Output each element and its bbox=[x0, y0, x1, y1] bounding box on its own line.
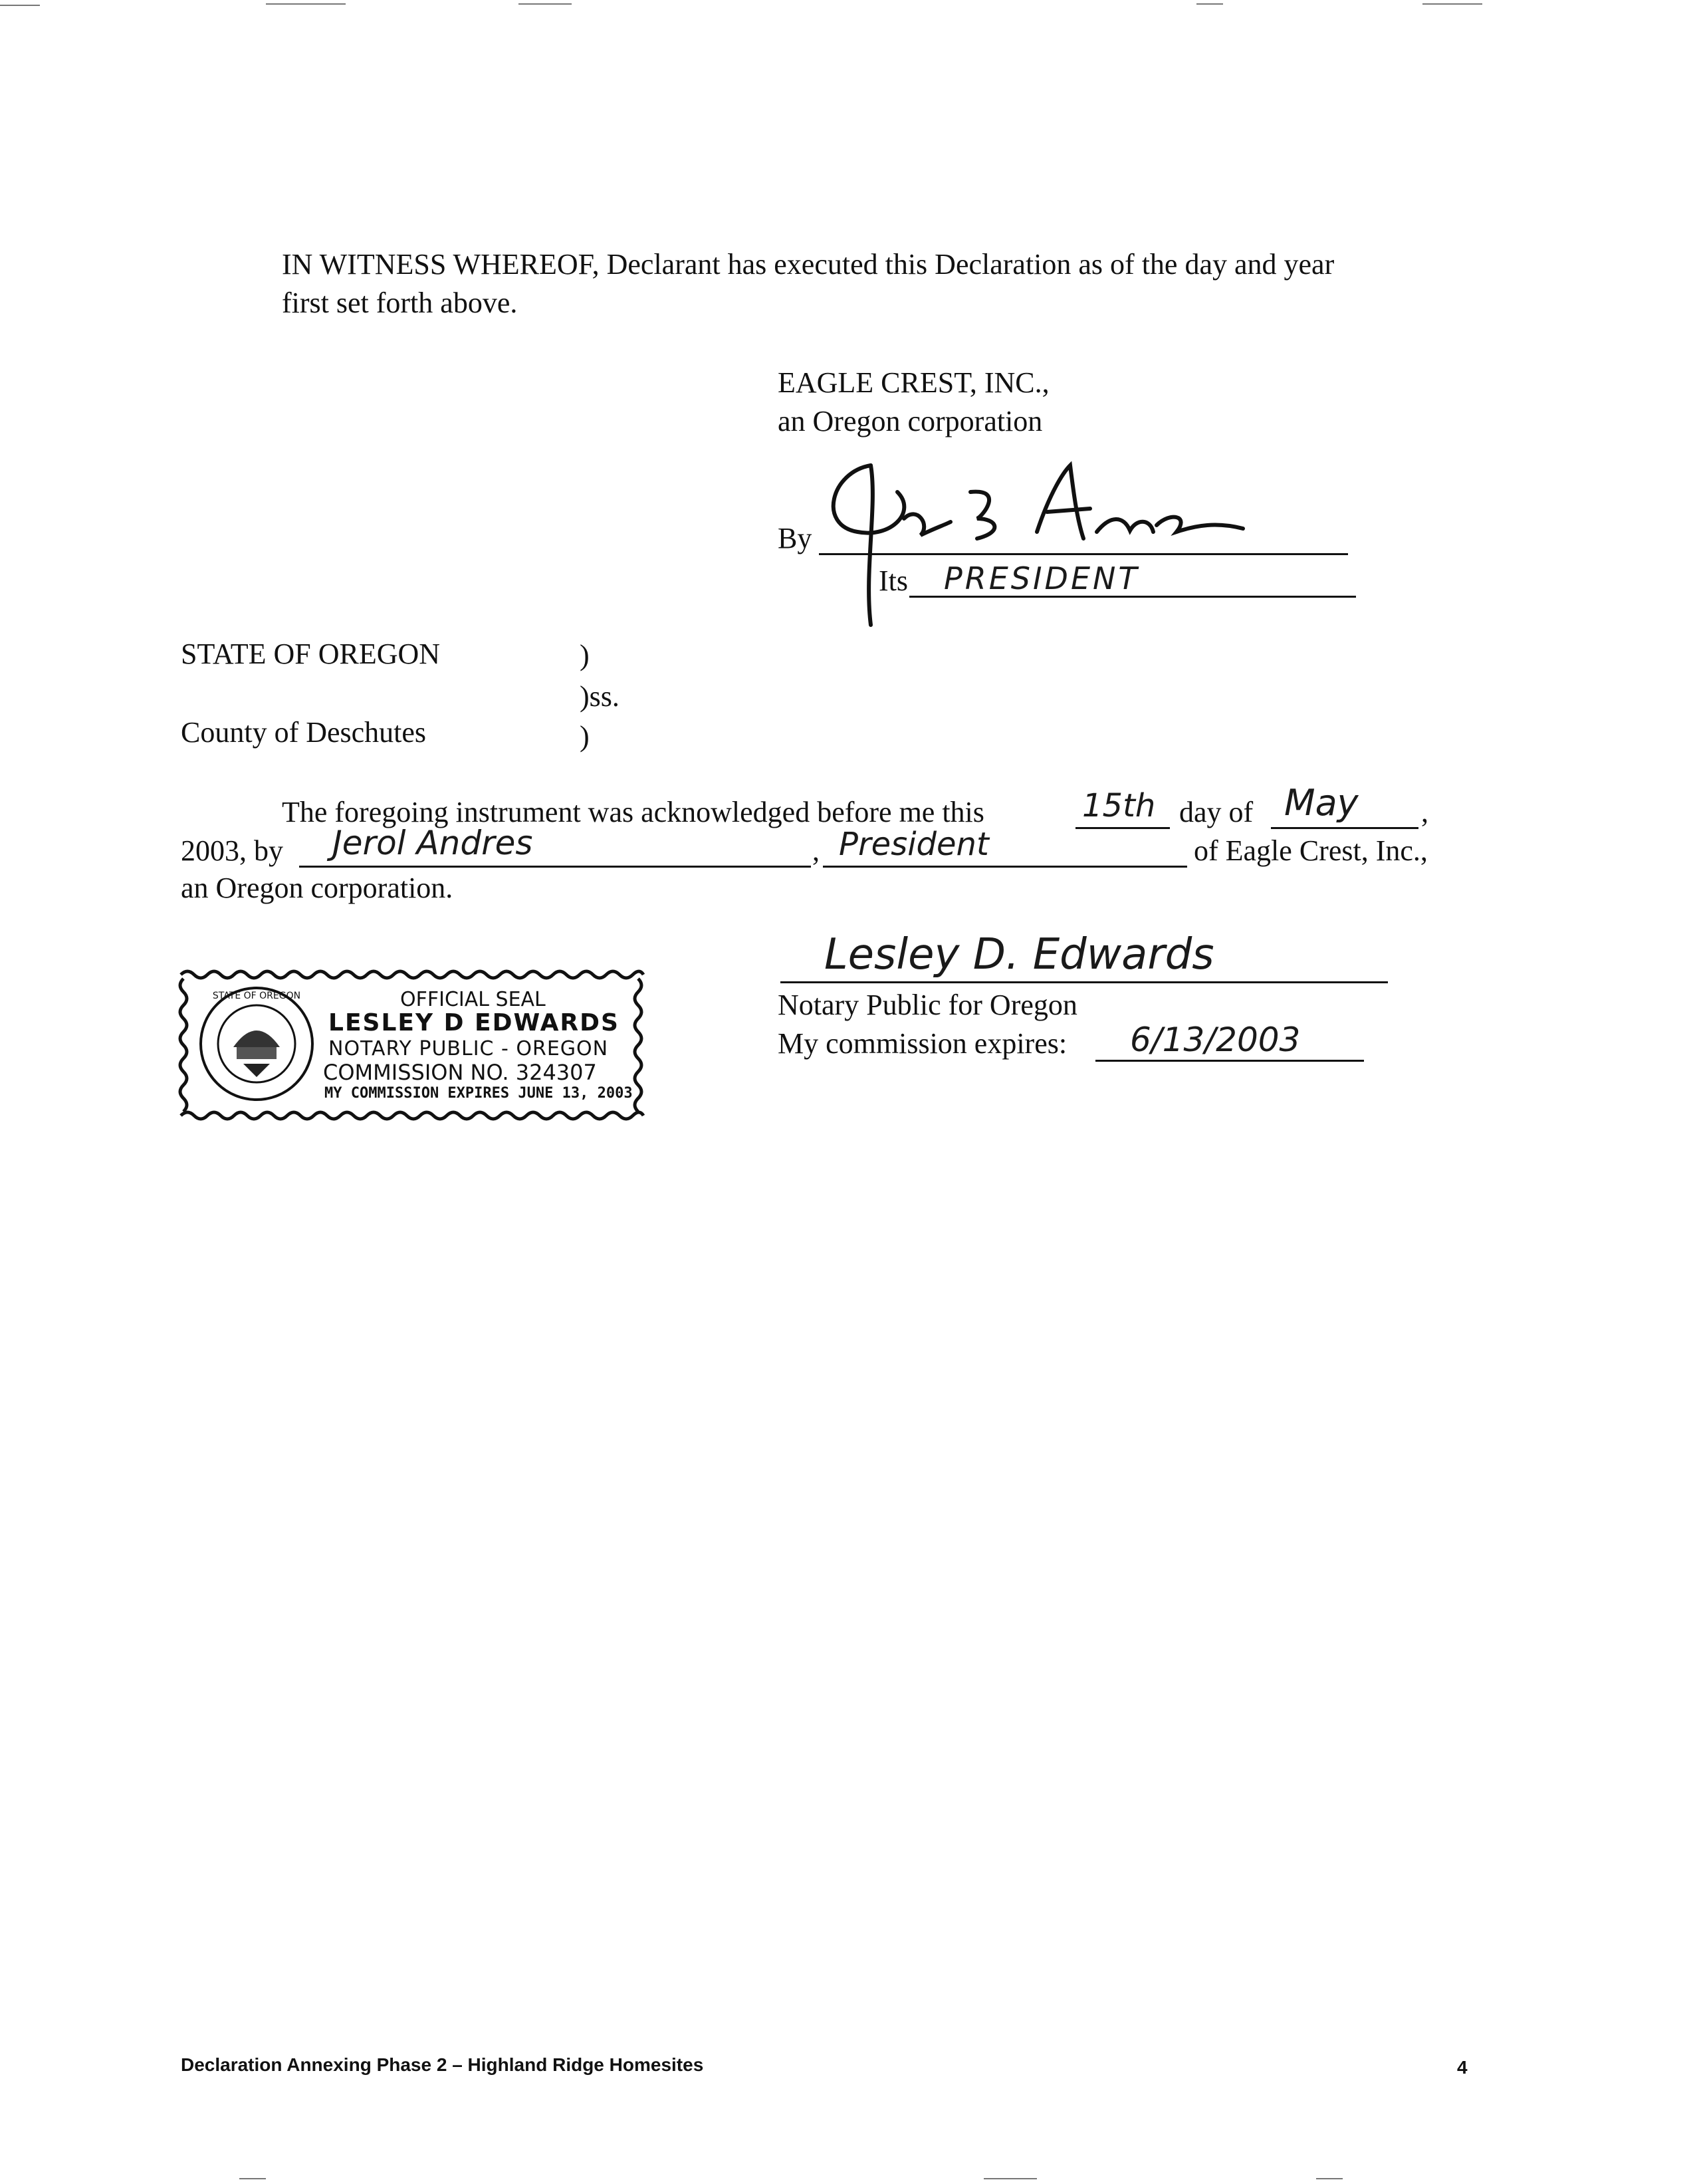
by-label: By bbox=[778, 522, 812, 554]
company-description: an Oregon corporation bbox=[778, 405, 1043, 437]
notary-title: Notary Public for Oregon bbox=[778, 989, 1077, 1021]
month-handwritten: May bbox=[1284, 782, 1359, 824]
county-label: County of Deschutes bbox=[181, 716, 427, 749]
footer-document-title: Declaration Annexing Phase 2 – Highland Ridge Homesites bbox=[181, 2054, 704, 2075]
name-comma: , bbox=[812, 834, 820, 867]
month-line bbox=[1271, 827, 1418, 829]
name-handwritten: Jerol Andres bbox=[332, 824, 533, 862]
state-emblem-icon bbox=[197, 984, 316, 1104]
footer-page-number: 4 bbox=[1457, 2057, 1468, 2078]
seal-line-5: MY COMMISSION EXPIRES JUNE 13, 2003 bbox=[324, 1085, 633, 1102]
president-signature bbox=[818, 452, 1270, 632]
its-label: Its bbox=[879, 564, 908, 597]
ack-title-line bbox=[823, 866, 1187, 868]
commission-expires-label: My commission expires: bbox=[778, 1027, 1068, 1060]
witness-line-1: IN WITNESS WHEREOF, Declarant has executed this Declaration as of the day and year bbox=[282, 248, 1335, 281]
day-handwritten: 15th bbox=[1082, 787, 1156, 824]
seal-line-4: COMMISSION NO. 324307 bbox=[323, 1060, 597, 1085]
corp-label: an Oregon corporation. bbox=[181, 872, 453, 904]
seal-line-2: LESLEY D EDWARDS bbox=[328, 1009, 620, 1036]
notary-signature-handwritten: Lesley D. Edwards bbox=[824, 930, 1214, 979]
notary-signature-line bbox=[780, 981, 1388, 983]
notary-seal-stamp bbox=[174, 965, 647, 1125]
witness-line-2: first set forth above. bbox=[282, 287, 518, 319]
name-line bbox=[299, 866, 811, 868]
ack-title-handwritten: President bbox=[839, 826, 989, 863]
svg-text:STATE OF OREGON: STATE OF OREGON bbox=[212, 991, 301, 1001]
commission-expires-handwritten: 6/13/2003 bbox=[1130, 1021, 1301, 1059]
state-label: STATE OF OREGON bbox=[181, 638, 441, 670]
day-of-label: day of bbox=[1179, 796, 1254, 828]
day-line bbox=[1075, 827, 1170, 829]
ss-label: )ss. bbox=[580, 680, 620, 713]
company-name: EAGLE CREST, INC., bbox=[778, 366, 1050, 399]
seal-line-3: NOTARY PUBLIC - OREGON bbox=[328, 1037, 609, 1060]
year-by-label: 2003, by bbox=[181, 834, 283, 867]
paren-bottom: ) bbox=[580, 720, 590, 753]
commission-expires-line bbox=[1095, 1060, 1364, 1062]
signatory-title-handwritten: PRESIDENT bbox=[944, 560, 1140, 596]
of-company-label: of Eagle Crest, Inc., bbox=[1194, 834, 1428, 867]
ack-text-1: The foregoing instrument was acknowledged before me this bbox=[282, 796, 984, 828]
month-comma: , bbox=[1421, 796, 1428, 828]
seal-line-1: OFFICIAL SEAL bbox=[400, 988, 546, 1011]
paren-top: ) bbox=[580, 639, 590, 671]
